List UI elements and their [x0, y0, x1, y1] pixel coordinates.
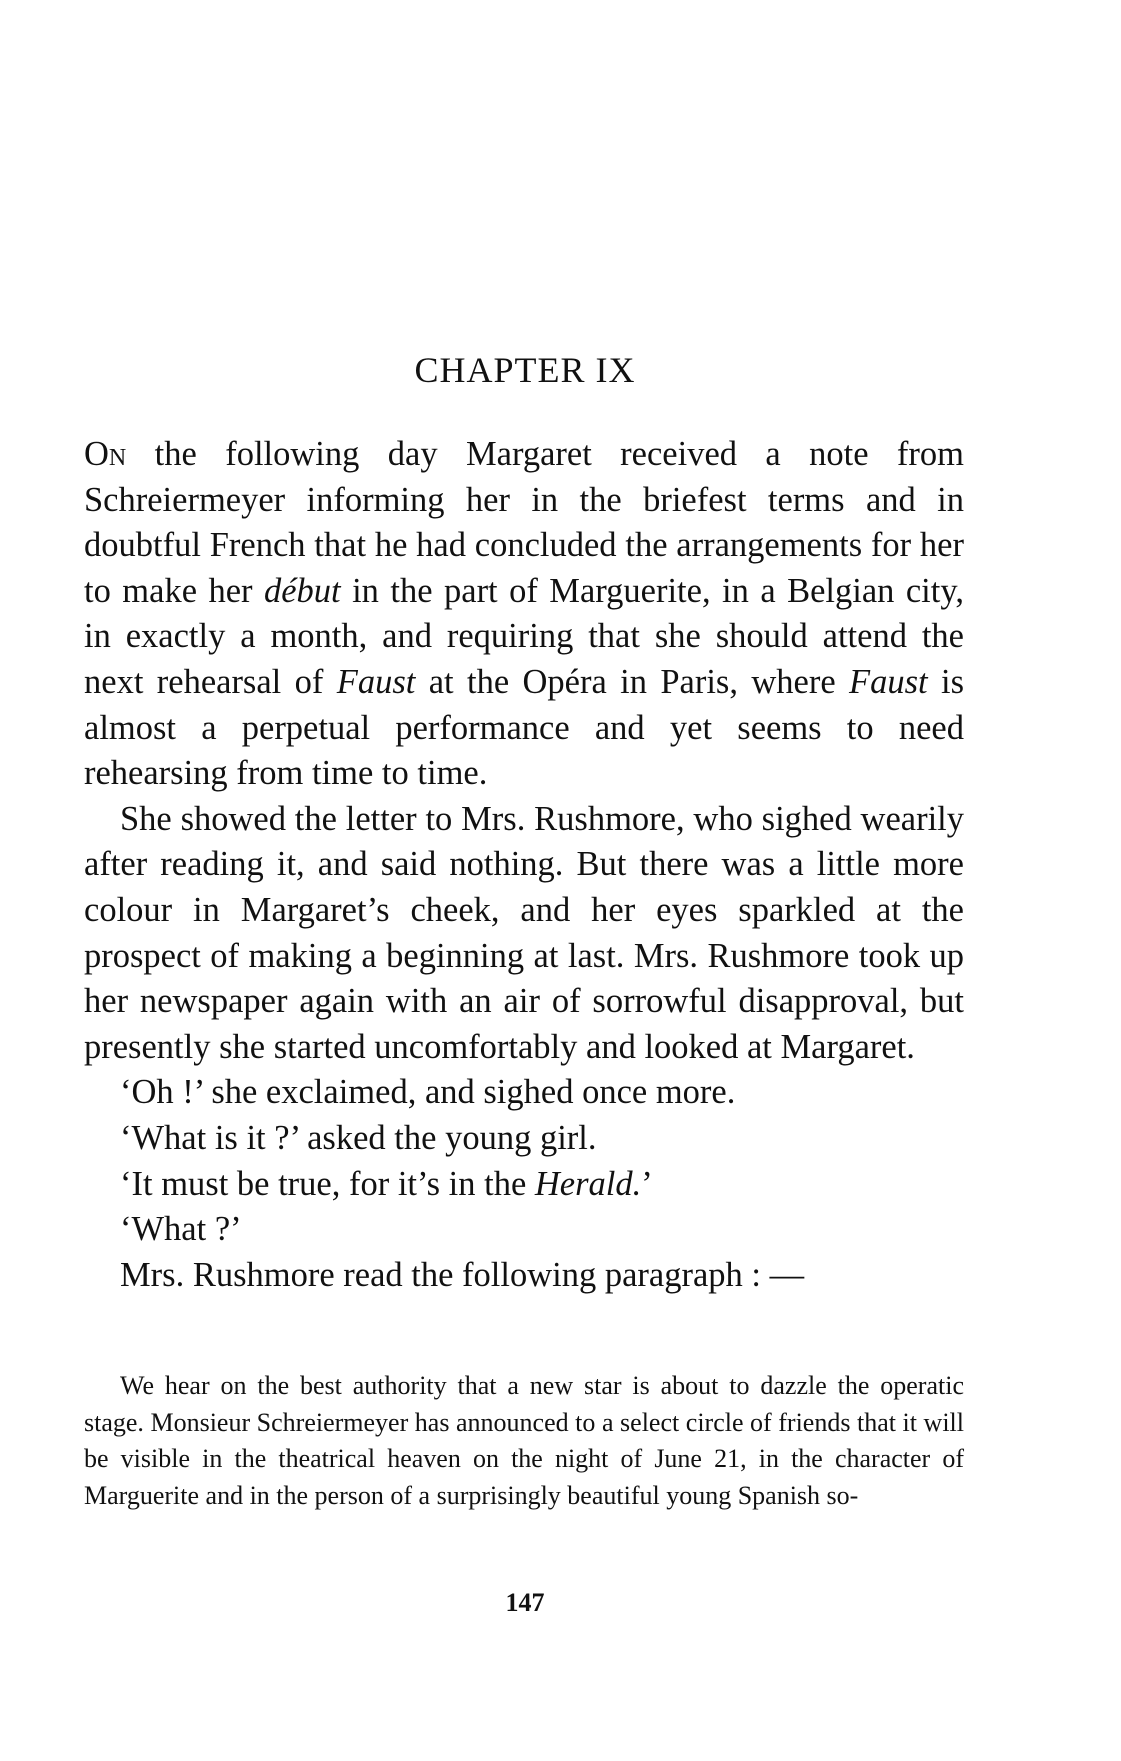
italic-faust-1: Faust	[336, 662, 416, 701]
paragraph-1	[84, 432, 964, 797]
chapter-title: CHAPTER IX	[414, 350, 636, 390]
dialogue-line-4: ‘What ?’	[120, 1210, 242, 1249]
paragraph-1-text-c: at the Opéra in Paris, where	[415, 662, 850, 701]
dialogue-line-1: ‘Oh !’ she exclaimed, and sighed once more.	[120, 1073, 736, 1112]
newspaper-quote	[84, 1368, 964, 1514]
paragraph-1-text-a: the following day Margaret received a note from Schreiermeyer informing her in the briefest terms and in doubtful French that he had concluded the arrangements for her to make her	[84, 435, 964, 610]
opening-word: On	[84, 435, 127, 473]
paragraph-3: Mrs. Rushmore read the following paragraph : —	[120, 1255, 805, 1294]
dialogue-line-2: ‘What is it ?’ asked the young girl.	[120, 1118, 597, 1157]
paragraph-2: She showed the letter to Mrs. Rushmore, who sighed wearily after reading it, and said nothing. But there was a little more colour in Margaret’s cheek, and her eyes sparkled at the prospect of making a beginning at last. Mrs. Rushmore took up her newspaper again with an air of sorrowful disapproval, but presently she started uncomfortably and looked at Margaret.	[84, 799, 964, 1066]
body-text	[84, 432, 964, 1298]
newspaper-quote-text: We hear on the best authority that a new star is about to dazzle the operatic stage. Monsieur Schreiermeyer has announced to a select circle of friends that it will be visible in the theatrical heaven on the night of June 21, in the character of Marguerite and in the person of a surprisingly beautiful young Spanish so-	[84, 1371, 964, 1510]
dialogue-line-3-text-b: ’	[641, 1164, 653, 1203]
page-number: 147	[505, 1588, 545, 1617]
italic-herald: Herald.	[534, 1164, 642, 1203]
paragraph-1-text-d: is almost a perpetual performance and yet seems to need rehearsing from time to time.	[84, 662, 964, 793]
italic-debut: début	[263, 571, 341, 610]
paragraph-1-text-b: in the part of Marguerite, in a Belgian city, in exactly a month, and requiring that she should attend the next rehearsal of	[84, 571, 964, 701]
dialogue-line-3-text-a: ‘It must be true, for it’s in the	[120, 1164, 535, 1203]
dialogue-line-3	[84, 1162, 964, 1208]
italic-faust-2: Faust	[849, 662, 928, 701]
